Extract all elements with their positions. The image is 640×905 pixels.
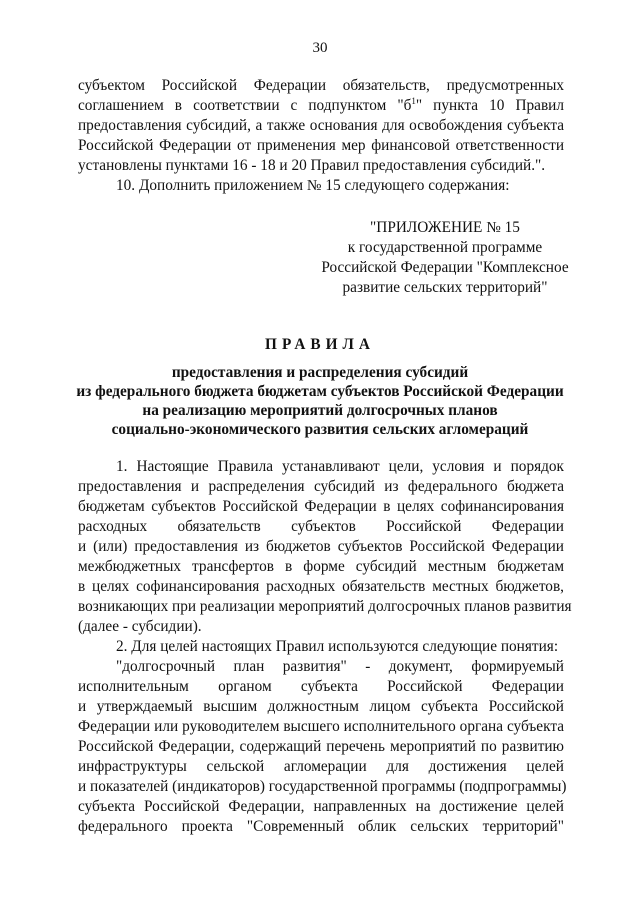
rules-subtitle — [0, 363, 640, 439]
text-line: Федерации или руководителем высшего исполнительного органа субъекта — [78, 718, 564, 735]
text-line: и (или) предоставления из бюджетов субъектов Российской Федерации — [78, 538, 564, 555]
intro-paragraph — [78, 76, 564, 196]
appendix-line: "ПРИЛОЖЕНИЕ № 15 — [370, 219, 520, 236]
rules-title: ПРАВИЛА — [265, 336, 375, 353]
text-line: расходных обязательств субъектов Российской Федерации — [78, 518, 564, 535]
superscript: 1 — [411, 95, 416, 106]
paragraph-2 — [78, 637, 564, 657]
paragraph-1 — [78, 457, 572, 637]
text-line: 2. Для целей настоящих Правил используются следующие понятия: — [116, 638, 559, 655]
text-line: установлены пунктами 16 - 18 и 20 Правил предоставления субсидий.". — [78, 157, 546, 174]
subtitle-line: на реализацию мероприятий долгосрочных планов — [142, 402, 498, 419]
text-line: Российской Федерации, содержащий перечень мероприятий по развитию — [78, 738, 564, 755]
text-line: субъектом Российской Федерации обязательств, предусмотренных — [78, 77, 564, 94]
text-line: "долгосрочный план развития" - документ, формируемый — [116, 658, 564, 675]
item-10: 10. Дополнить приложением № 15 следующего содержания: — [116, 177, 510, 194]
text-line: межбюджетных трансфертов в форме субсидий местным бюджетам — [78, 558, 564, 575]
text-line: в целях софинансирования расходных обязательств местных бюджетов, — [78, 578, 564, 595]
appendix-line: развитие сельских территорий" — [342, 279, 548, 296]
text-line: возникающих при реализации мероприятий долгосрочных планов развития — [78, 598, 572, 615]
text-line: соглашением в соответствии с подпунктом "$б^1$" пункта 10 Правил — [78, 95, 564, 114]
text-line: исполнительным органом субъекта Российской Федерации — [78, 678, 564, 695]
page-number: 30 — [312, 40, 328, 56]
paragraph-definition — [78, 657, 567, 837]
appendix-line: к государственной программе — [347, 239, 543, 256]
appendix-heading — [300, 218, 590, 298]
text-line: и показателей (индикаторов) государственной программы (подпрограммы) — [78, 778, 567, 795]
text-line: предоставления и распределения субсидий из федерального бюджета — [78, 478, 564, 495]
subtitle-line: предоставления и распределения субсидий — [171, 364, 469, 381]
subtitle-line: из федерального бюджета бюджетам субъектов Российской Федерации — [76, 383, 564, 400]
text-line: предоставления субсидий, а также основания для освобождения субъекта — [78, 117, 564, 134]
text-line: Российской Федерации от применения мер финансовой ответственности — [78, 137, 564, 154]
text-line: бюджетам субъектов Российской Федерации в целях софинансирования — [78, 498, 564, 515]
text-line: и утверждаемый высшим должностным лицом субъекта Российской — [78, 698, 564, 715]
appendix-line: Российской Федерации "Комплексное — [321, 259, 569, 276]
text-line: (далее - субсидии). — [78, 618, 202, 635]
text-line: 1. Настоящие Правила устанавливают цели, условия и порядок — [116, 458, 564, 475]
text-line: инфраструктуры сельской агломерации для достижения целей — [78, 758, 564, 775]
text-line: субъекта Российской Федерации, направленных на достижение целей — [78, 798, 564, 815]
text-line: федерального проекта "Современный облик сельских территорий" — [78, 818, 564, 835]
subtitle-line: социально-экономического развития сельских агломераций — [111, 421, 529, 438]
